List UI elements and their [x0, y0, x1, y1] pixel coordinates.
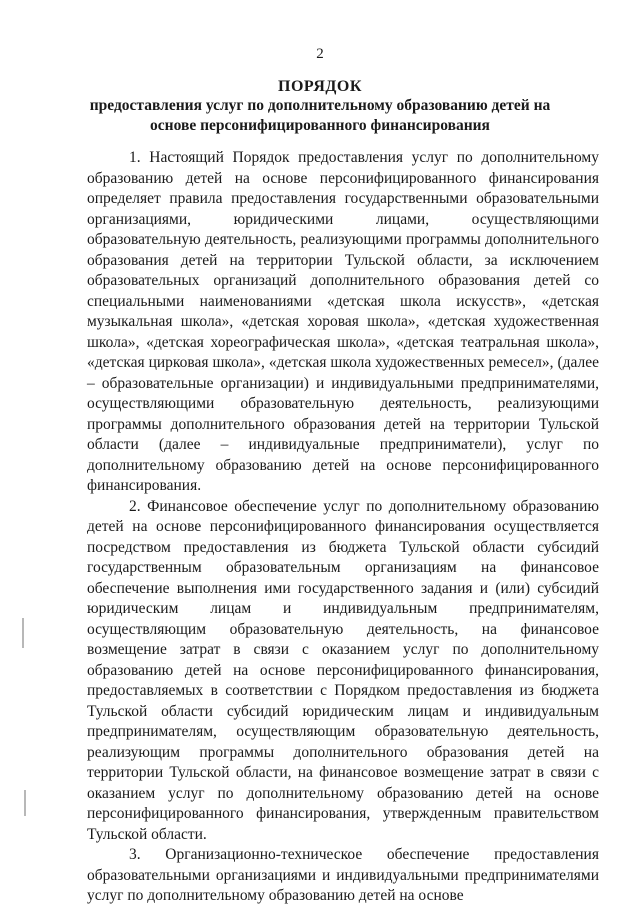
- document-title: ПОРЯДОК: [278, 78, 362, 95]
- paragraph-2: 2. Финансовое обеспечение услуг по дополнительному образованию детей на основе персонифицированного финансирования осуществляется посредством предоставления из бюджета Тульской области субсидий государственным образовательным организациям на финансовое обеспечение выполнения ими государственного задания и (или) субсидий юридическим лицам и индивидуальным предпринимателям, осуществляющим образовательную деятельность, на финансовое возмещение затрат в связи с оказанием услуг по дополнительному образованию детей на основе персонифицированного финансирования, предоставляемых в соответствии с Порядком предоставления из бюджета Тульской области субсидий юридическим лицам и индивидуальным предпринимателям, осуществляющим образовательную деятельность, реализующим программы дополнительного образования детей на территории Тульской области, на финансовое возмещение затрат в связи с оказанием услуг по дополнительному образованию детей на основе персонифицированного финансирования, утвержденным правительством Тульской области.: [87, 497, 599, 843]
- scan-margin-mark: [22, 618, 24, 648]
- scan-margin-mark: [24, 790, 26, 816]
- paragraph-1: 1. Настоящий Порядок предоставления услуг по дополнительному образованию детей на основе персонифицированного финансирования определяет правила предоставления государственными образовательными организациями, юридическими лицами, осуществляющими образовательную деятельность, реализующими программы дополнительного образования детей на территории Тульской области, за исключением образовательных организаций дополнительного образования детей со специальными наименованиями «детская школа искусств», «детская музыкальная школа», «детская хоровая школа», «детская художественная школа», «детская хореографическая школа», «детская театральная школа», «детская цирковая школа», «детская школа художественных ремесел», (далее – образовательные организации) и индивидуальными предпринимателями, осуществляющими образовательную деятельность, реализующими программы дополнительного образования детей на территории Тульской области (далее – индивидуальные предприниматели), услуг по дополнительному образованию детей на основе персонифицированного финансирования.: [87, 149, 599, 494]
- paragraph-3: 3. Организационно-техническое обеспечение предоставления образовательными организациями и индивидуальными предпринимателями услуг по дополнительному образованию детей на основе: [87, 846, 599, 904]
- document-subtitle: предоставления услуг по дополнительному образованию детей на основе персонифицированного финансирования: [89, 97, 551, 134]
- document-body: [87, 148, 599, 907]
- page-number: 2: [316, 46, 324, 62]
